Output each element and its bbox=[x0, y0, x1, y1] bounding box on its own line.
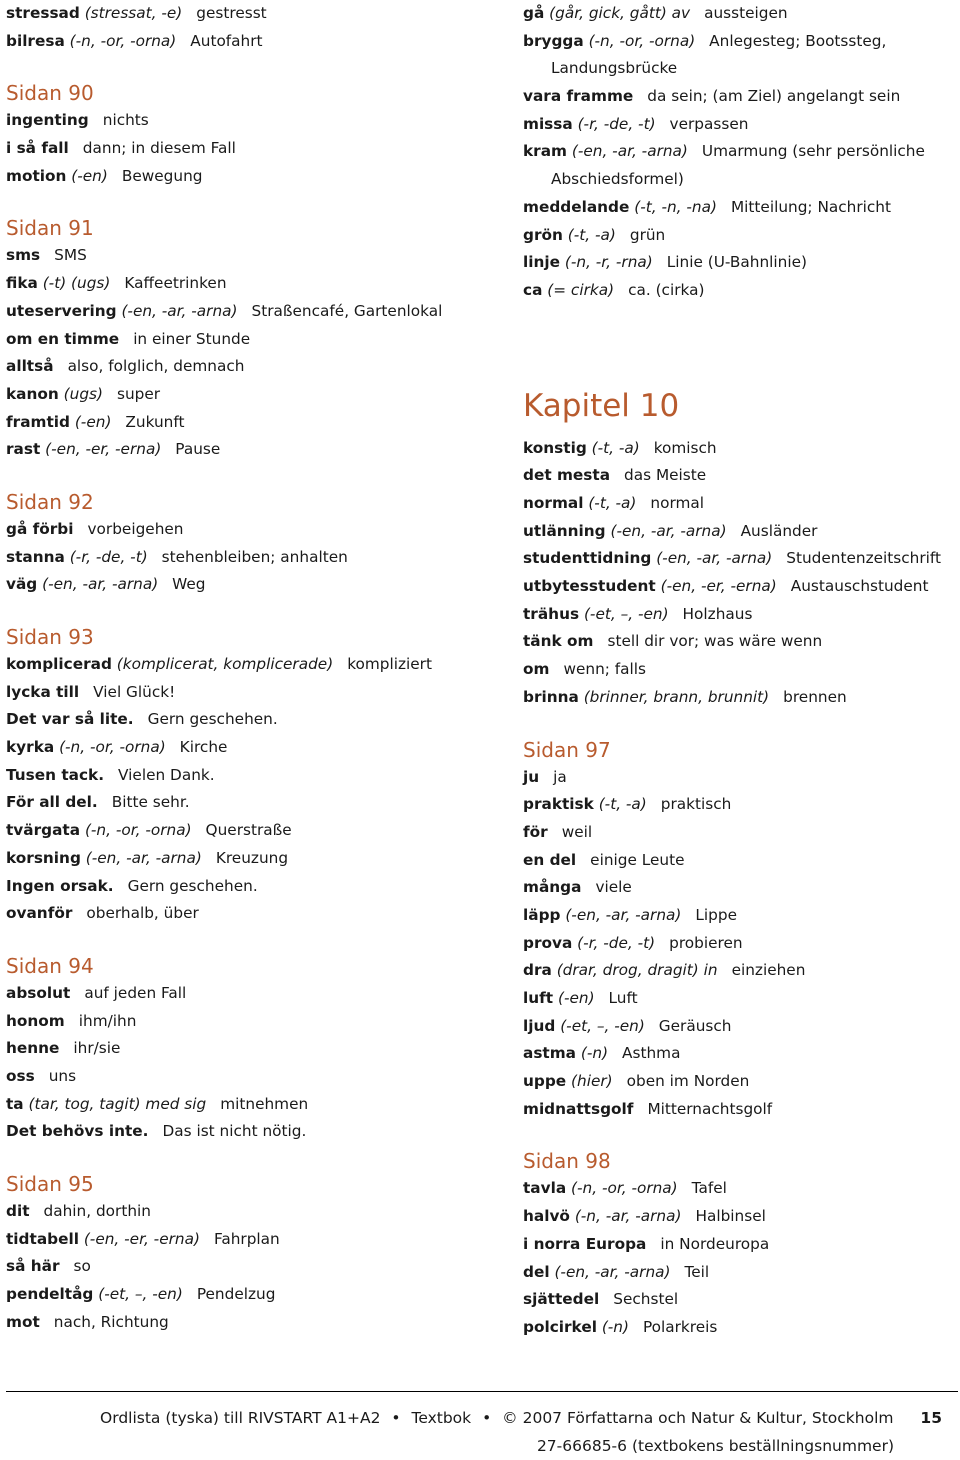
translation: Geräusch bbox=[658, 1016, 732, 1035]
translation: Halbinsel bbox=[695, 1207, 766, 1226]
translation: so bbox=[73, 1257, 91, 1276]
headword: brinna bbox=[523, 687, 579, 706]
section-heading: Sidan 98 bbox=[523, 1149, 611, 1174]
translation: auf jeden Fall bbox=[84, 983, 187, 1002]
grammar-forms: (-n, -r, -rna) bbox=[564, 253, 653, 272]
chapter-heading: Kapitel 10 bbox=[523, 387, 680, 424]
glossary-entry bbox=[523, 1203, 953, 1231]
grammar-forms: (-en) bbox=[557, 989, 595, 1007]
translation: vorbeigehen bbox=[87, 519, 184, 538]
translation: Kreuzung bbox=[215, 848, 289, 867]
translation: einziehen bbox=[731, 961, 806, 980]
headword: många bbox=[523, 878, 582, 897]
glossary-entry bbox=[523, 1068, 953, 1096]
headword: ljud bbox=[523, 1016, 556, 1035]
translation: kompliziert bbox=[347, 655, 432, 673]
translation: Zukunft bbox=[125, 412, 185, 431]
headword: Det var så lite. bbox=[6, 710, 134, 729]
glossary-entry bbox=[6, 1035, 506, 1063]
glossary-entry bbox=[6, 1118, 506, 1146]
headword: kram bbox=[523, 142, 567, 161]
grammar-forms: (hier) bbox=[571, 1072, 613, 1091]
headword: honom bbox=[6, 1011, 65, 1030]
glossary-entry bbox=[6, 873, 506, 901]
translation: Tafel bbox=[691, 1179, 727, 1198]
headword: korsning bbox=[6, 848, 81, 867]
grammar-forms: (brinner, brann, brunnit) bbox=[583, 687, 770, 706]
headword: så här bbox=[6, 1257, 60, 1276]
translation: SMS bbox=[54, 246, 87, 265]
grammar-forms: (-en) bbox=[74, 412, 112, 431]
translation: praktisch bbox=[660, 795, 732, 814]
grammar-forms: (-r, -de, -t) bbox=[577, 933, 656, 952]
glossary-entry bbox=[523, 1175, 953, 1203]
glossary-entry bbox=[6, 706, 506, 734]
grammar-forms: (-et, –, -en) bbox=[560, 1016, 645, 1035]
headword: pendeltåg bbox=[6, 1285, 94, 1304]
grammar-forms: (-en, -ar, -arna) bbox=[554, 1262, 671, 1281]
headword: mot bbox=[6, 1312, 40, 1331]
grammar-forms: (komplicerat, komplicerade) bbox=[116, 655, 334, 673]
translation: Gern geschehen. bbox=[147, 710, 278, 729]
glossary-entry bbox=[6, 1281, 506, 1309]
headword: konstig bbox=[523, 438, 587, 457]
glossary-entry bbox=[523, 957, 953, 985]
glossary-entry bbox=[523, 194, 953, 222]
glossary-entry bbox=[523, 764, 953, 792]
footer-source: Ordlista (tyska) till RIVSTART A1+A2 bbox=[100, 1409, 381, 1427]
glossary-entry bbox=[6, 544, 506, 572]
glossary-entry bbox=[523, 1013, 953, 1041]
headword: fika bbox=[6, 274, 38, 293]
translation: normal bbox=[650, 494, 705, 512]
headword: tvärgata bbox=[6, 821, 81, 840]
glossary-entry bbox=[6, 107, 506, 135]
left-column bbox=[6, 0, 506, 1336]
translation: aussteigen bbox=[704, 4, 788, 22]
translation: gestresst bbox=[196, 4, 267, 22]
glossary-entry bbox=[523, 601, 953, 629]
glossary-entry bbox=[6, 409, 506, 437]
translation: nichts bbox=[102, 111, 149, 130]
headword: det mesta bbox=[523, 466, 611, 485]
glossary-entry bbox=[523, 0, 953, 28]
glossary-entry bbox=[6, 900, 506, 928]
glossary-entry bbox=[523, 545, 953, 573]
translation: weil bbox=[561, 822, 593, 841]
headword: stanna bbox=[6, 547, 65, 566]
translation: Lippe bbox=[695, 905, 737, 924]
headword: bilresa bbox=[6, 31, 65, 50]
headword: alltså bbox=[6, 357, 54, 376]
headword: del bbox=[523, 1262, 550, 1281]
glossary-entry bbox=[523, 847, 953, 875]
headword: i norra Europa bbox=[523, 1234, 647, 1253]
glossary-entry bbox=[523, 628, 953, 656]
translation: nach, Richtung bbox=[53, 1312, 169, 1331]
translation: Kaffeetrinken bbox=[124, 274, 227, 293]
grammar-forms: (-en, -ar, -arna) bbox=[610, 521, 727, 540]
glossary-entry bbox=[6, 1063, 506, 1091]
glossary-entry bbox=[523, 791, 953, 819]
headword: För all del. bbox=[6, 793, 98, 812]
grammar-forms: (-n, -or, -orna) bbox=[69, 31, 177, 50]
grammar-forms: (-r, -de, -t) bbox=[577, 114, 656, 133]
glossary-entry bbox=[6, 1309, 506, 1337]
translation: grün bbox=[629, 225, 666, 244]
grammar-forms: (-t, -a) bbox=[567, 225, 616, 244]
grammar-forms: (-en, -ar, -arna) bbox=[42, 575, 159, 594]
glossary-entry bbox=[6, 326, 506, 354]
headword: studenttidning bbox=[523, 549, 652, 568]
grammar-forms: (-t) (ugs) bbox=[42, 274, 111, 293]
headword: gå förbi bbox=[6, 519, 74, 538]
grammar-forms: (går, gick, gått) av bbox=[549, 4, 691, 22]
grammar-forms: (-en, -ar, -arna) bbox=[656, 549, 773, 568]
footer-copyright: © 2007 Författarna och Natur & Kultur, Stockholm bbox=[502, 1409, 894, 1427]
headword: ovanför bbox=[6, 904, 73, 923]
glossary-entry bbox=[6, 135, 506, 163]
grammar-forms: (-t, -a) bbox=[588, 494, 637, 512]
translation: Polarkreis bbox=[642, 1317, 718, 1336]
headword: ju bbox=[523, 767, 540, 786]
grammar-forms: (-t, -n, -na) bbox=[634, 197, 717, 216]
headword: trähus bbox=[523, 604, 580, 623]
grammar-forms: (-en, -ar, -arna) bbox=[565, 905, 682, 924]
translation: das Meiste bbox=[624, 466, 707, 485]
grammar-forms: (-en, -ar, -arna) bbox=[121, 301, 238, 320]
translation: super bbox=[116, 384, 161, 403]
glossary-entry bbox=[523, 874, 953, 902]
glossary-entry bbox=[6, 298, 506, 326]
headword: tidtabell bbox=[6, 1229, 79, 1248]
headword: en del bbox=[523, 850, 577, 869]
footer-separator: • bbox=[391, 1409, 401, 1427]
glossary-entry bbox=[523, 111, 953, 139]
translation: Weg bbox=[172, 575, 206, 594]
glossary-entry bbox=[523, 1096, 953, 1124]
headword: gå bbox=[523, 4, 545, 22]
headword: prova bbox=[523, 933, 573, 952]
glossary-entry bbox=[6, 0, 506, 28]
glossary-entry bbox=[523, 1231, 953, 1259]
headword: stressad bbox=[6, 4, 80, 22]
glossary-entry bbox=[523, 1259, 953, 1287]
glossary-entry bbox=[523, 83, 953, 111]
page-number: 15 bbox=[920, 1409, 942, 1427]
glossary-entry bbox=[6, 845, 506, 873]
headword: uppe bbox=[523, 1072, 567, 1091]
glossary-entry bbox=[6, 789, 506, 817]
translation: dann; in diesem Fall bbox=[82, 139, 236, 158]
grammar-forms: (-n) bbox=[580, 1044, 609, 1063]
glossary-entry bbox=[6, 163, 506, 191]
translation: stehenbleiben; anhalten bbox=[161, 547, 348, 566]
glossary-entry bbox=[6, 1091, 506, 1119]
translation: Teil bbox=[684, 1262, 710, 1281]
translation: stell dir vor; was wäre wenn bbox=[607, 632, 823, 651]
translation: Studentenzeitschrift bbox=[786, 549, 941, 568]
translation: ja bbox=[553, 767, 567, 786]
glossary-entry bbox=[523, 28, 953, 83]
grammar-forms: (-t, -a) bbox=[598, 795, 647, 814]
translation: Sechstel bbox=[613, 1290, 679, 1309]
headword: motion bbox=[6, 166, 67, 185]
glossary-entry bbox=[6, 381, 506, 409]
headword: sjättedel bbox=[523, 1290, 600, 1309]
translation: Holzhaus bbox=[682, 604, 753, 623]
headword: ca bbox=[523, 280, 543, 299]
grammar-forms: (stressat, -e) bbox=[84, 4, 183, 22]
translation: einige Leute bbox=[590, 850, 685, 869]
grammar-forms: (-n) bbox=[601, 1317, 629, 1336]
headword: praktisk bbox=[523, 795, 594, 814]
grammar-forms: (-et, –, -en) bbox=[98, 1285, 183, 1304]
footer-isbn: 27-66685-6 (textbokens beställningsnummer) bbox=[536, 1437, 894, 1455]
headword: vara framme bbox=[523, 87, 634, 106]
translation: Anlegesteg; Bootssteg, bbox=[709, 31, 887, 50]
headword: normal bbox=[523, 494, 584, 512]
grammar-forms: (-en) bbox=[71, 166, 108, 185]
headword: missa bbox=[523, 114, 573, 133]
translation: oberhalb, über bbox=[86, 904, 199, 923]
headword: kanon bbox=[6, 384, 59, 403]
headword: meddelande bbox=[523, 197, 630, 216]
translation: brennen bbox=[783, 687, 847, 706]
grammar-forms: (-n, -or, -orna) bbox=[84, 821, 192, 840]
section-heading: Sidan 91 bbox=[6, 216, 94, 241]
headword: uteservering bbox=[6, 301, 117, 320]
glossary-entry bbox=[523, 573, 953, 601]
headword: utbytesstudent bbox=[523, 577, 656, 596]
glossary-entry bbox=[523, 277, 953, 305]
grammar-forms: (drar, drog, dragit) in bbox=[556, 961, 718, 980]
glossary-entry bbox=[6, 679, 506, 707]
glossary-entry bbox=[523, 138, 953, 193]
glossary-entry bbox=[523, 435, 953, 463]
footer-separator: • bbox=[482, 1409, 492, 1427]
glossary-entry bbox=[523, 819, 953, 847]
translation: in Nordeuropa bbox=[660, 1234, 770, 1253]
translation: uns bbox=[48, 1066, 77, 1085]
grammar-forms: (ugs) bbox=[63, 384, 103, 403]
headword: rast bbox=[6, 440, 41, 459]
translation: Kirche bbox=[179, 738, 228, 757]
footer-divider bbox=[6, 1391, 958, 1392]
translation: komisch bbox=[653, 438, 717, 457]
translation: Vielen Dank. bbox=[118, 765, 215, 784]
glossary-entry bbox=[6, 734, 506, 762]
footer-textbook: Textbok bbox=[411, 1409, 472, 1427]
headword: tavla bbox=[523, 1179, 567, 1198]
translation: Autofahrt bbox=[190, 31, 263, 50]
grammar-forms: (-n, -or, -orna) bbox=[588, 31, 696, 50]
headword: Det behövs inte. bbox=[6, 1122, 149, 1141]
headword: brygga bbox=[523, 31, 584, 50]
glossary-entry bbox=[6, 651, 506, 679]
section-heading: Sidan 93 bbox=[6, 625, 94, 649]
headword: i så fall bbox=[6, 139, 69, 158]
glossary-entry bbox=[523, 1286, 953, 1314]
translation: Mitternachtsgolf bbox=[647, 1099, 773, 1118]
translation: ca. (cirka) bbox=[628, 280, 705, 299]
translation: verpassen bbox=[669, 114, 749, 133]
translation: Asthma bbox=[622, 1044, 681, 1063]
headword: lycka till bbox=[6, 682, 80, 701]
glossary-entry bbox=[6, 1198, 506, 1226]
glossary-entry bbox=[6, 762, 506, 790]
translation: Pause bbox=[175, 440, 221, 459]
glossary-entry bbox=[6, 571, 506, 599]
glossary-entry bbox=[523, 985, 953, 1013]
grammar-forms: (-en, -er, -erna) bbox=[83, 1229, 200, 1248]
glossary-entry bbox=[523, 490, 953, 518]
grammar-forms: (-en, -er, -erna) bbox=[660, 577, 777, 596]
grammar-forms: (= cirka) bbox=[547, 280, 615, 299]
section-heading: Sidan 94 bbox=[6, 953, 94, 978]
glossary-entry bbox=[6, 980, 506, 1008]
translation: Bewegung bbox=[121, 166, 203, 185]
glossary-entry bbox=[523, 462, 953, 490]
headword: läpp bbox=[523, 905, 561, 924]
glossary-entry bbox=[6, 270, 506, 298]
grammar-forms: (-en, -er, -erna) bbox=[45, 440, 162, 459]
grammar-forms: (-n, -or, -orna) bbox=[571, 1179, 678, 1198]
headword: midnattsgolf bbox=[523, 1099, 634, 1118]
translation: mitnehmen bbox=[220, 1094, 309, 1113]
headword: dit bbox=[6, 1202, 30, 1220]
headword: sms bbox=[6, 246, 41, 265]
translation: viele bbox=[595, 878, 632, 897]
translation: da sein; (am Ziel) angelangt sein bbox=[647, 87, 901, 106]
headword: utlänning bbox=[523, 521, 606, 540]
grammar-forms: (-n, -ar, -arna) bbox=[574, 1207, 682, 1226]
headword: grön bbox=[523, 225, 563, 244]
translation: wenn; falls bbox=[563, 660, 647, 679]
headword: luft bbox=[523, 989, 554, 1007]
translation: Viel Glück! bbox=[93, 682, 176, 701]
glossary-entry bbox=[523, 930, 953, 958]
grammar-forms: (-n, -or, -orna) bbox=[59, 738, 166, 757]
translation: Pendelzug bbox=[196, 1285, 276, 1304]
glossary-entry bbox=[523, 1040, 953, 1068]
headword: Tusen tack. bbox=[6, 765, 105, 784]
translation: also, folglich, demnach bbox=[67, 357, 245, 376]
grammar-forms: (-en, -ar, -arna) bbox=[571, 142, 688, 161]
headword: dra bbox=[523, 961, 552, 980]
grammar-forms: (-et, –, -en) bbox=[583, 604, 669, 623]
headword: polcirkel bbox=[523, 1317, 597, 1336]
glossary-entry bbox=[6, 1226, 506, 1254]
glossary-entry bbox=[523, 1314, 953, 1342]
section-heading: Sidan 95 bbox=[6, 1172, 94, 1196]
glossary-entry bbox=[6, 1253, 506, 1281]
glossary-entry bbox=[523, 518, 953, 546]
grammar-forms: (-t, -a) bbox=[591, 438, 640, 457]
translation-continued: Abschiedsformel) bbox=[551, 170, 684, 189]
glossary-entry bbox=[6, 28, 506, 56]
translation: Austauschstudent bbox=[790, 577, 929, 596]
grammar-forms: (-en, -ar, -arna) bbox=[85, 848, 202, 867]
translation: Gern geschehen. bbox=[127, 876, 258, 895]
right-column bbox=[523, 0, 953, 1342]
translation: Straßencafé, Gartenlokal bbox=[251, 301, 443, 320]
glossary-entry bbox=[6, 817, 506, 845]
translation: Bitte sehr. bbox=[111, 793, 190, 812]
headword: ta bbox=[6, 1094, 24, 1113]
headword: väg bbox=[6, 575, 38, 594]
glossary-entry bbox=[6, 242, 506, 270]
translation: ihm/ihn bbox=[78, 1011, 137, 1030]
grammar-forms: (-r, -de, -t) bbox=[69, 547, 148, 566]
translation: Fahrplan bbox=[213, 1229, 280, 1248]
headword: komplicerad bbox=[6, 655, 112, 673]
headword: framtid bbox=[6, 412, 70, 431]
glossary-entry bbox=[523, 656, 953, 684]
translation: dahin, dorthin bbox=[43, 1202, 151, 1220]
translation: Mitteilung; Nachricht bbox=[730, 197, 892, 216]
translation: Umarmung (sehr persönliche bbox=[701, 142, 925, 161]
headword: kyrka bbox=[6, 738, 55, 757]
grammar-forms: (tar, tog, tagit) med sig bbox=[28, 1094, 207, 1113]
headword: ingenting bbox=[6, 111, 89, 130]
glossary-entry bbox=[523, 222, 953, 250]
translation: probieren bbox=[669, 933, 743, 952]
headword: om en timme bbox=[6, 329, 120, 348]
headword: astma bbox=[523, 1044, 577, 1063]
translation: Linie (U-Bahnlinie) bbox=[666, 253, 807, 272]
headword: halvö bbox=[523, 1207, 570, 1226]
glossary-entry bbox=[523, 684, 953, 712]
glossary-entry bbox=[6, 436, 506, 464]
glossary-entry bbox=[6, 353, 506, 381]
headword: linje bbox=[523, 253, 560, 272]
section-heading: Sidan 92 bbox=[6, 489, 94, 514]
translation: Luft bbox=[608, 989, 638, 1007]
footer-credits bbox=[100, 1409, 942, 1427]
translation: Das ist nicht nötig. bbox=[162, 1122, 307, 1141]
translation-continued: Landungsbrücke bbox=[551, 59, 678, 78]
translation: in einer Stunde bbox=[133, 329, 251, 348]
translation: ihr/sie bbox=[73, 1039, 121, 1058]
headword: tänk om bbox=[523, 632, 594, 651]
translation: Querstraße bbox=[205, 821, 292, 840]
translation: oben im Norden bbox=[626, 1072, 750, 1091]
glossary-entry bbox=[523, 902, 953, 930]
headword: Ingen orsak. bbox=[6, 876, 114, 895]
glossary-entry bbox=[6, 1008, 506, 1036]
headword: oss bbox=[6, 1066, 35, 1085]
headword: om bbox=[523, 660, 550, 679]
section-heading: Sidan 97 bbox=[523, 737, 611, 762]
headword: absolut bbox=[6, 983, 71, 1002]
section-heading: Sidan 90 bbox=[6, 81, 94, 106]
translation: Ausländer bbox=[740, 521, 818, 540]
glossary-entry bbox=[523, 249, 953, 277]
headword: henne bbox=[6, 1039, 60, 1058]
glossary-entry bbox=[6, 516, 506, 544]
headword: för bbox=[523, 822, 548, 841]
